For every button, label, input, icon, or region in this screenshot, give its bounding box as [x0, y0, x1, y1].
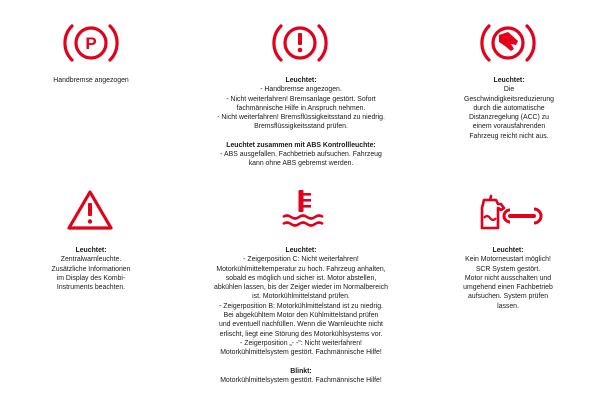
scr-line: umgehend einen Fachbetrieb — [463, 284, 553, 292]
scr-line: lassen. — [497, 302, 519, 310]
brake-system-line: - Handbremse angezogen. — [260, 86, 342, 94]
warning-line: Zusätzliche Informationen — [51, 265, 131, 273]
coolant-line: erlischt, liegt eine Störung des Motorkühlsystems vor. — [219, 330, 383, 338]
parking-brake-icon — [60, 18, 122, 68]
abs-line: kann ohne ABS gebremst werden. — [248, 160, 354, 168]
acc-brake-hand-icon — [477, 18, 539, 68]
svg-text:P: P — [85, 34, 97, 53]
scr-line: SCR System gestört. — [475, 265, 541, 273]
brake-system-heading: Leuchtet: — [285, 77, 317, 84]
coolant-line: Motorkühlmittelsystem gestört. Fachmännische Hilfe! — [220, 349, 382, 357]
brake-warning-icon — [269, 18, 331, 68]
coolant-heading: Leuchtet: — [285, 247, 317, 254]
brake-system-block — [196, 76, 406, 169]
coolant-line: und eventuell nachfüllen. Wenn die Warnleuchte nicht — [219, 321, 383, 329]
coolant-line: abkühlen lassen, bis der Zeiger wieder im Normalbereich — [214, 284, 388, 292]
coolant-line: - Zeigerposition B: Motorkühlmittelstand ist zu niedrig. — [219, 302, 383, 310]
acc-line: Die — [503, 86, 515, 94]
coolant-line: - Zeigerposition „- -": Nicht weiterfahren! — [240, 339, 362, 347]
adblue-wrench-icon — [474, 194, 546, 236]
acc-line: Geschwindigkeitsreduzierung — [463, 95, 554, 103]
brake-system-line: Bremsflüssigkeitsstand prüfen. — [254, 123, 348, 131]
acc-line: durch die automatische — [473, 104, 545, 112]
warning-triangle-icon — [66, 188, 114, 232]
brake-system-line: - Nicht weiterfahren! Bremsflüssigkeitsstand zu niedrig. — [217, 114, 385, 122]
coolant-block — [190, 246, 412, 385]
acc-line: Fahrzeug reicht nicht aus. — [469, 132, 549, 140]
scr-block — [434, 246, 582, 311]
coolant-line: Bei abgekühltem Motor den Kühlmittelstand prüfen — [223, 312, 379, 320]
warning-line: im Display des Kombi- — [56, 274, 126, 282]
scr-heading: Leuchtet: — [492, 247, 524, 254]
blink-heading: Blinkt: — [290, 367, 312, 375]
coolant-temperature-icon — [278, 186, 324, 232]
coolant-line: Motorkühlmitteltemperatur zu hoch. Fahrzeug anhalten, — [216, 265, 386, 273]
acc-line: Distanzregelung (ACC) zu — [468, 114, 550, 122]
parking-brake-text: Handbremse angezogen — [53, 77, 129, 84]
coolant-line: sobald es möglich und sicher ist. Motor abstellen, — [225, 274, 377, 282]
scr-line: aufsuchen. System prüfen — [467, 293, 549, 301]
warning-heading: Leuchtet: — [75, 247, 107, 254]
scr-line: Kein Motorneustart möglich! — [465, 256, 551, 264]
brake-system-line: fachmännische Hilfe in Anspruch nehmen. — [236, 104, 366, 112]
scr-line: Motor nicht ausschalten und — [464, 274, 552, 282]
acc-block — [436, 76, 582, 141]
brake-system-line: - Nicht weiterfahren! Bremsanlage gestört. Sofort — [226, 95, 376, 103]
acc-heading: Leuchtet: — [493, 77, 525, 84]
abs-heading: Leuchtet zusammen mit ABS Kontrollleuchte: — [226, 141, 376, 149]
warning-line: Instruments beachten. — [56, 284, 126, 292]
warning-line: Zentralwarnleuchte. — [60, 256, 122, 264]
parking-brake-block — [30, 76, 152, 85]
blink-line: Motorkühlmittelsystem gestört. Fachmännische Hilfe! — [220, 376, 382, 384]
coolant-line: - Zeigerposition C: Nicht weiterfahren! — [243, 256, 359, 264]
abs-line: - ABS ausgefallen. Fachbetrieb aufsuchen. Fahrzeug — [220, 151, 382, 159]
coolant-line: ist. Motorkühlmittelstand prüfen. — [252, 293, 350, 301]
acc-line: einem vorausfahrenden — [472, 123, 546, 131]
warning-block — [28, 246, 154, 292]
